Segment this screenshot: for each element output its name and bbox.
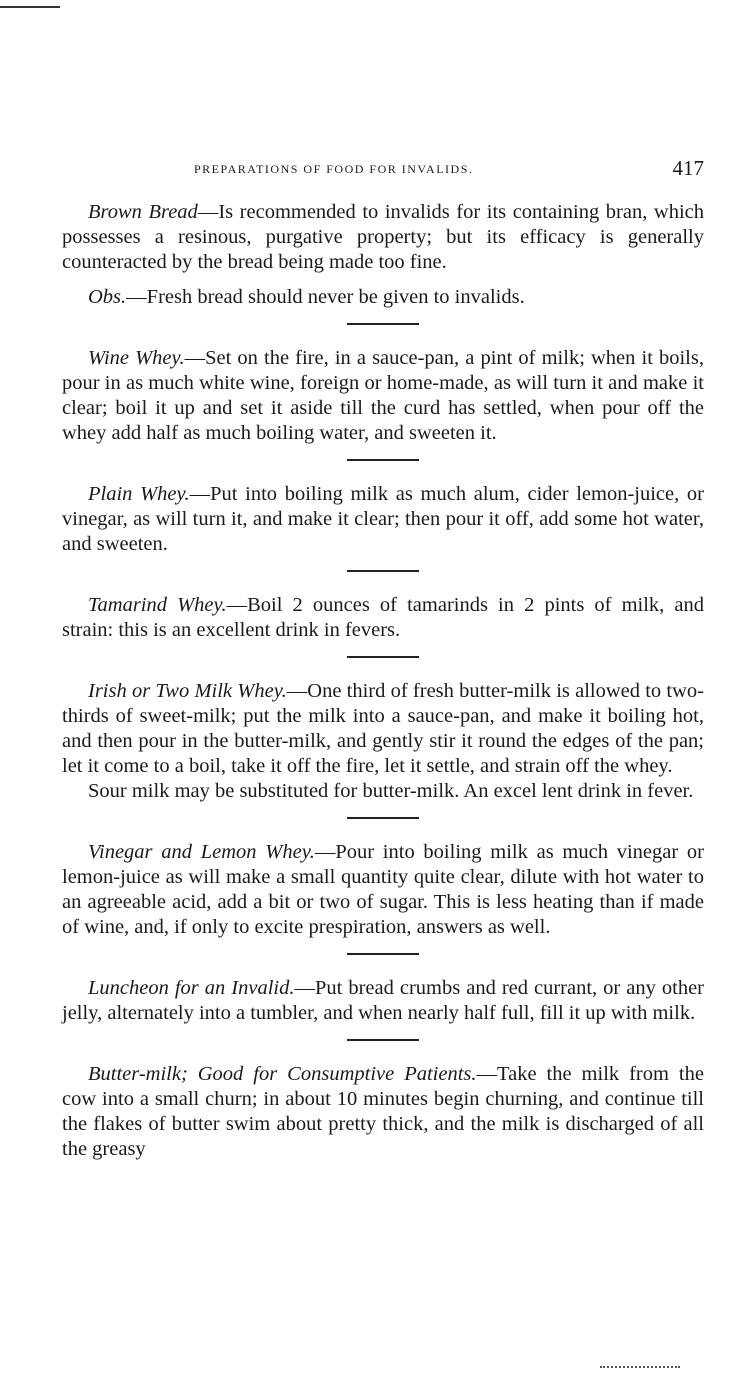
- page-number: 417: [672, 156, 704, 180]
- paragraph-tamarind-whey: [62, 593, 704, 643]
- heading-butter-milk: Butter-milk; Good for Consumptive Patients.: [88, 1063, 477, 1085]
- section-divider: [347, 323, 419, 325]
- text-tamarind-whey: —Boil 2 ounces of tamarinds in 2 pints of milk, and strain: this is an excellent drink in fevers.: [62, 594, 705, 641]
- section-divider: [347, 1039, 419, 1041]
- paragraph-irish-whey-continuation: Sour milk may be substituted for butter-milk. An excel lent drink in fever.: [88, 780, 694, 802]
- paragraph-obs: [62, 285, 704, 310]
- text-plain-whey: —Put into boiling milk as much alum, cider lemon-juice, or vinegar, as will turn it, and make it clear; then pour it off, add some hot water, and sweeten.: [62, 483, 704, 555]
- running-head: [62, 150, 704, 184]
- paragraph-luncheon: [62, 976, 704, 1026]
- text-butter-milk: —Take the milk from the cow into a small churn; in about 10 minutes begin churning, and continue till the flakes of butter swim about pretty thick, and the milk is discharged of all the greasy: [62, 1063, 704, 1160]
- paragraph-irish-whey: [62, 679, 704, 779]
- heading-plain-whey: Plain Whey.: [88, 483, 190, 505]
- heading-wine-whey: Wine Whey.: [88, 347, 185, 369]
- text-wine-whey: —Set on the fire, in a sauce-pan, a pint of milk; when it boils, pour in as much white wine, foreign or home-made, as will turn it and make it clear; boil it up and set it aside till the curd has settled, when pour off the whey add half as much boiling water, and sweeten it.: [62, 347, 704, 444]
- text-luncheon: —Put bread crumbs and red currant, or any other jelly, alternately into a tumbler, and when nearly half full, fill it up with milk.: [62, 977, 704, 1024]
- heading-obs: Obs.: [88, 286, 127, 308]
- scan-edge-mark: [0, 6, 60, 8]
- heading-luncheon: Luncheon for an Invalid.: [88, 977, 295, 999]
- paragraph-plain-whey: [62, 482, 704, 557]
- running-head-title: PREPARATIONS OF FOOD FOR INVALIDS.: [194, 162, 474, 176]
- heading-irish-whey: Irish or Two Milk Whey.: [88, 680, 287, 702]
- text-irish-whey: —One third of fresh butter-milk is allowed to two-thirds of sweet-milk; put the milk into a sauce-pan, and make it boiling hot, and then pour in the butter-milk, and gently stir it round the edges of the pan; let it come to a boil, take it off the fire, let it settle, and strain off the whey.: [62, 680, 704, 777]
- paragraph-vinegar-lemon-whey: [62, 840, 704, 940]
- text-vinegar-lemon-whey: —Pour into boiling milk as much vinegar or lemon-juice as will make a small quantity quite clear, dilute with hot water to an agreeable acid, add a bit or two of sugar. This is less heating than if made of wine, and, if only to excite prespiration, answers as well.: [62, 841, 704, 938]
- section-divider: [347, 570, 419, 572]
- text-obs: —Fresh bread should never be given to invalids.: [126, 286, 525, 308]
- heading-brown-bread: Brown Bread: [88, 201, 198, 223]
- heading-tamarind-whey: Tamarind Whey.: [88, 594, 227, 616]
- scan-smudge: [600, 1356, 680, 1368]
- text-brown-bread: —Is recommended to invalids for its containing bran, which possesses a resinous, purgative property; but its efficacy is generally counteracted by the bread being made too fine.: [62, 201, 704, 273]
- paragraph-brown-bread: [62, 200, 704, 275]
- section-divider: [347, 459, 419, 461]
- section-divider: [347, 953, 419, 955]
- heading-vinegar-lemon-whey: Vinegar and Lemon Whey.: [88, 841, 315, 863]
- section-divider: [347, 656, 419, 658]
- paragraph-butter-milk: [62, 1062, 704, 1162]
- book-page: [62, 150, 704, 1162]
- paragraph-wine-whey: [62, 346, 704, 446]
- section-divider: [347, 817, 419, 819]
